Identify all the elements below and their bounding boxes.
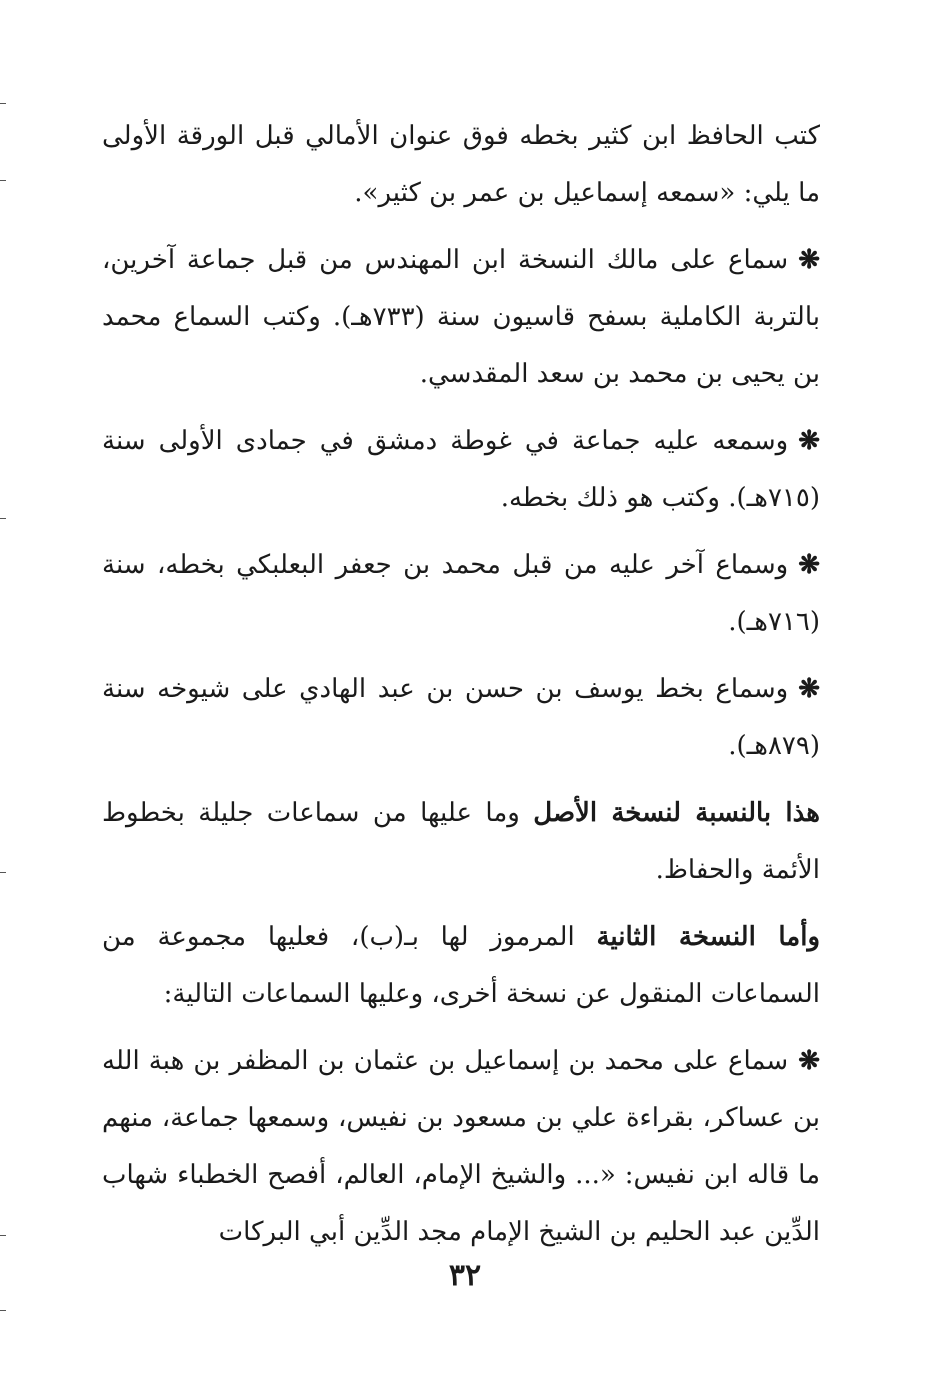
margin-tick [0, 1235, 6, 1236]
bullet-star-icon: ❋ [798, 674, 820, 704]
paragraph-yusuf-sama [102, 661, 820, 775]
paragraph-text: سماع على مالك النسخة ابن المهندس من قبل جماعة آخرين، بالتربة الكاملية بسفح قاسيون سنة (٧٣٣هـ). وكتب السماع محمد بن يحيى بن محمد بن سعد المقدسي. [102, 245, 820, 389]
paragraph-original-copy-summary [102, 785, 820, 899]
paragraph-ghouta-sama [102, 413, 820, 527]
margin-tick [0, 1310, 6, 1311]
margin-tick [0, 872, 6, 873]
bullet-star-icon: ❋ [798, 426, 820, 456]
paragraph-text: سماع على محمد بن إسماعيل بن عثمان بن المظفر بن هبة الله بن عساكر، بقراءة علي بن مسعود بن نفيس، وسمعها جماعة، منهم ما قاله ابن نفيس: «... والشيخ الإمام، العالم، أفصح الخطباء شهاب الدِّين عبد الحليم بن الشيخ الإمام مجد الدِّين أبي البركات [102, 1046, 820, 1247]
bullet-star-icon: ❋ [798, 245, 820, 275]
page-number: ٣٢ [448, 1258, 482, 1293]
margin-tick [0, 180, 6, 181]
paragraph-ibn-kathir-note [102, 108, 820, 222]
paragraph-ibn-asakir-sama [102, 1033, 820, 1261]
paragraph-lead-bold: هذا بالنسبة لنسخة الأصل [533, 798, 820, 828]
paragraph-text: وسمعه عليه جماعة في غوطة دمشق في جمادى الأولى سنة (٧١٥هـ). وكتب هو ذلك بخطه. [102, 426, 820, 513]
page-body [102, 108, 820, 1261]
paragraph-text: وما عليها من سماعات جليلة بخطوط الأئمة والحفاظ. [102, 798, 820, 885]
paragraph-lead-bold: وأما النسخة الثانية [596, 922, 820, 952]
margin-tick [0, 103, 6, 104]
bullet-star-icon: ❋ [798, 1046, 820, 1076]
paragraph-text: وسماع بخط يوسف بن حسن بن عبد الهادي على شيوخه سنة (٨٧٩هـ). [102, 674, 820, 761]
paragraph-baalbaki-sama [102, 537, 820, 651]
margin-tick [0, 518, 6, 519]
paragraph-sama-malik [102, 232, 820, 403]
paragraph-second-copy [102, 909, 820, 1023]
bullet-star-icon: ❋ [798, 550, 820, 580]
paragraph-text: وسماع آخر عليه من قبل محمد بن جعفر البعلبكي بخطه، سنة (٧١٦هـ). [102, 550, 820, 637]
paragraph-text: المرموز لها بـ(ب)، فعليها مجموعة من السماعات المنقول عن نسخة أخرى، وعليها السماعات التالية: [102, 922, 820, 1009]
paragraph-text: كتب الحافظ ابن كثير بخطه فوق عنوان الأمالي قبل الورقة الأولى ما يلي: «سمعه إسماعيل بن عمر بن كثير». [102, 121, 820, 208]
